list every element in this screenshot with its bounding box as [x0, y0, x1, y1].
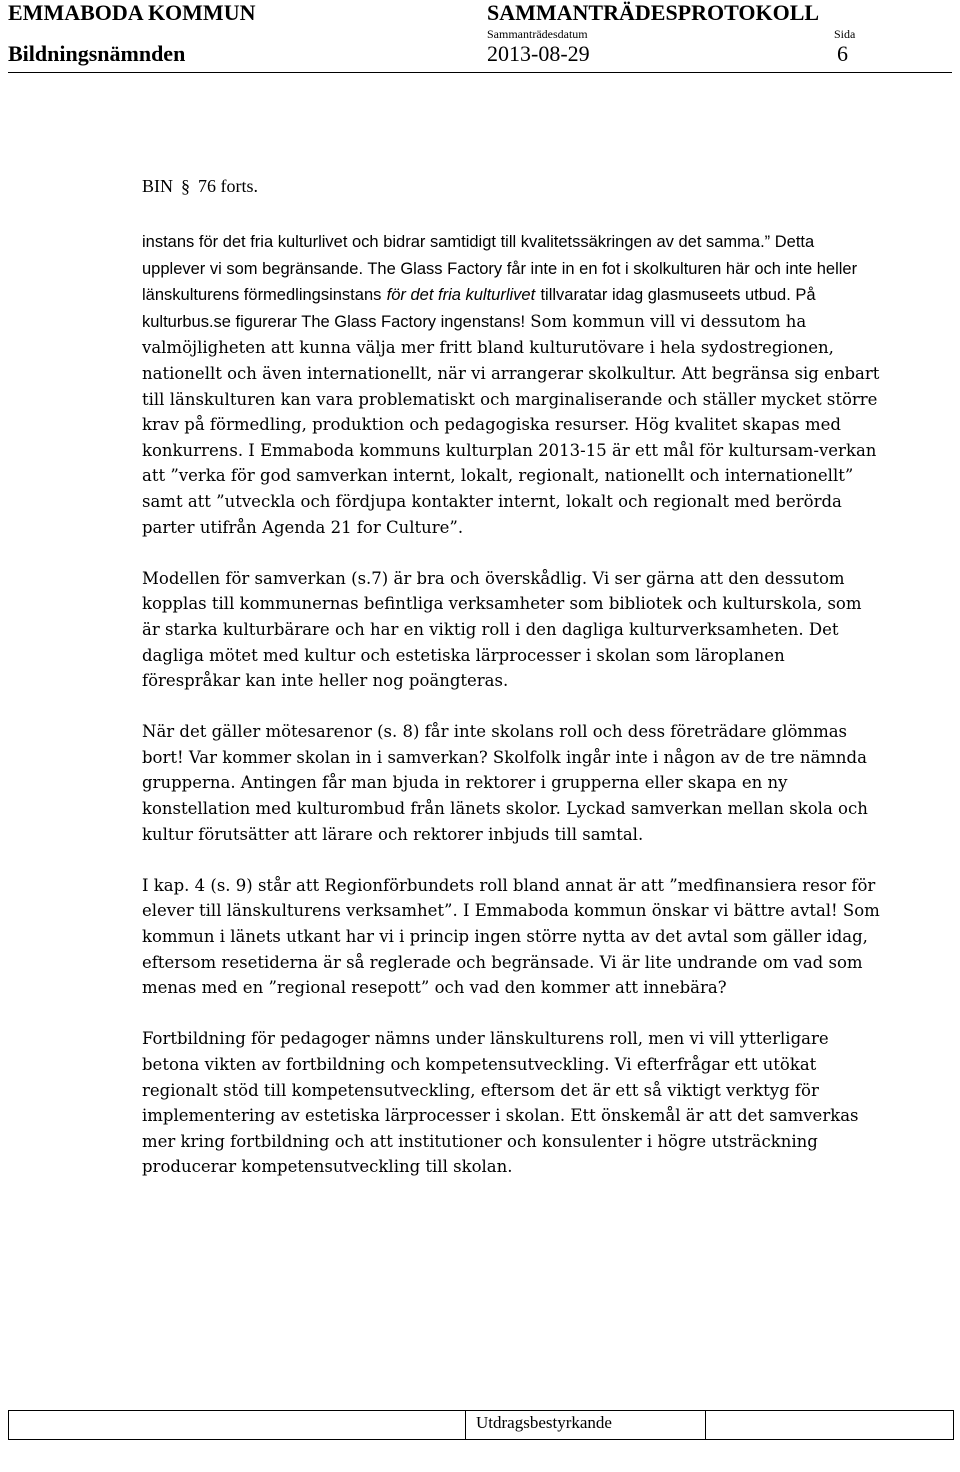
paragraph-2: Modellen för samverkan (s.7) är bra och överskådlig. Vi ser gärna att den dessutom kopplas till kommunernas befintliga verksamheter som bibliotek och kulturskola, som är starka kulturbärare och har en viktig roll i den dagliga kulturverksamheten. Det dagliga mötet med kultur och estetiska lärprocesser i skolan som läroplanen förespråkar kan inte heller nog poängteras. — [142, 568, 862, 691]
page-number: 6 — [837, 41, 848, 66]
section-heading — [142, 176, 258, 197]
paragraph-3: När det gäller mötesarenor (s. 8) får inte skolans roll och dess företrädare glömmas bort! Var kommer skolan in i samverkan? Skolfolk ingår inte i någon av de tre nämnda grupperna. Antingen får man bjuda in rektorer i grupperna eller skapa en ny konstellation med kulturombud från länets skolor. Lyckad samverkan mellan skola och kultur förutsätter att lärare och rektorer inbjuds till samtal. — [142, 722, 868, 844]
organization-name: EMMABODA KOMMUN — [8, 0, 256, 25]
footer-divider — [465, 1410, 466, 1440]
document-body — [142, 229, 882, 1206]
paragraph-1-part-1: instans för det fria kulturlivet och bidrar samtidigt till kvalitetssäkringen av det samma.” Detta upplever vi som begränsande. The Glass Factory får inte in en fot i skolkulturen här och inte heller länskulturens förmedlingsinstans — [142, 233, 858, 305]
paragraph-4: I kap. 4 (s. 9) står att Regionförbundets roll bland annat är att ”medfinansiera resor för elever till länskulturens verksamhet”. I Emmaboda kommun önskar vi bättre avtal! Som kommun i länets utkant har vi i princip ingen större nytta av det avtal som gäller idag, eftersom resetiderna är så reglerade och begränsade. Vi är lite undrande om vad som menas med en ”regional resepott” och vad den kommer att innebära? — [142, 875, 880, 998]
paragraph-symbol: § — [181, 176, 190, 196]
paragraph-1-part-2: tillvaratar idag glasmuseets utbud. På kulturbus.se figurerar The Glass Factory ingenstans! — [142, 286, 816, 331]
certification-label: Utdragsbestyrkande — [476, 1413, 612, 1432]
header-divider — [8, 72, 952, 73]
section-code: BIN — [142, 176, 173, 196]
paragraph-1 — [142, 229, 882, 540]
paragraph-1-italic: för det fria kulturlivet — [386, 286, 536, 305]
footer-divider — [705, 1410, 706, 1440]
paragraph-5: Fortbildning för pedagoger nämns under länskulturens roll, men vi vill ytterligare betona vikten av fortbildning och kompetensutveckling. Vi efterfrågar ett utökat regionalt stöd till kompetensutveckling, eftersom det är ett så viktigt verktyg för implementering av estetiska lärprocesser i skolan. Ett önskemål är att det samverkas mer kring fortbildning och att institutioner och konsulenter i högre utsträckning producerar kompetensutveckling till skolan. — [142, 1029, 859, 1177]
meeting-date: 2013-08-29 — [487, 41, 590, 66]
date-label: Sammanträdesdatum — [487, 27, 588, 41]
document-type: SAMMANTRÄDESPROTOKOLL — [487, 0, 820, 25]
board-name: Bildningsnämnden — [8, 41, 186, 66]
section-number: 76 forts. — [198, 176, 258, 196]
page-label: Sida — [834, 27, 856, 41]
paragraph-1-part-3: Som kommun vill vi dessutom ha valmöjligheten att kunna välja mer fritt bland kulturutövare i hela sydostregionen, nationellt och även internationellt, när vi arrangerar skolkultur. Att begränsa sig enbart till länskulturen kan vara problematiskt och marginaliserande och ställer mycket större krav på förmedling, produktion och pedagogiska resurser. Hög kvalitet skapas med konkurrens. I Emmaboda kommuns kulturplan 2013-15 är ett mål för kultursam-verkan att ”verka för god samverkan internt, lokalt, regionalt, nationellt och internationellt” samt att ”utveckla och fördjupa kontakter internt, lokalt och regionalt med berörda parter utifrån Agenda 21 for Culture”. — [142, 311, 880, 537]
